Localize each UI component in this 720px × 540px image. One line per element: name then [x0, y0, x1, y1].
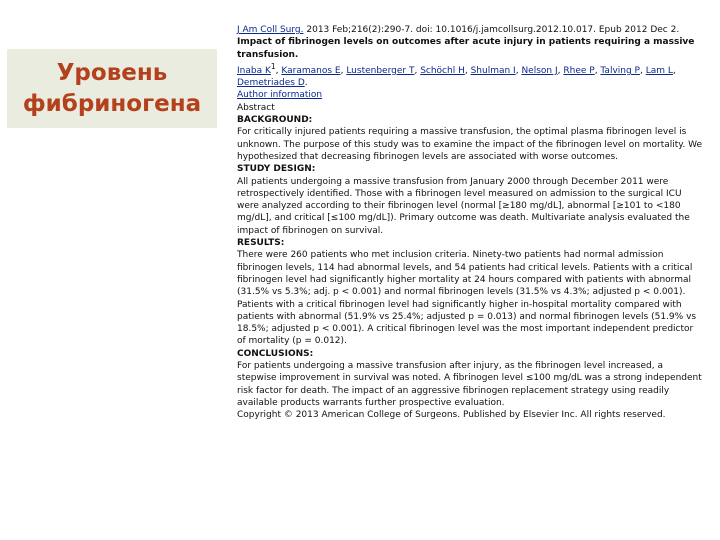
- author-link[interactable]: Shulman I: [470, 65, 516, 76]
- conclusions-heading: CONCLUSIONS:: [237, 348, 314, 359]
- slide-title-line-2: фибриногена: [22, 90, 202, 117]
- author-link[interactable]: Nelson J: [521, 65, 558, 76]
- author-info-link[interactable]: Author information: [237, 90, 323, 101]
- citation-line: [237, 24, 703, 36]
- conclusions-text: For patients undergoing a massive transfusion after injury, as the fibrinogen level increased, a stepwise improvement in survival was noted. A fibrinogen level ≤100 mg/dL was a strong independent risk factor for death. The impact of an aggressive fibrinogen replacement strategy using readily available products warrants further prospective evaluation.: [237, 361, 702, 408]
- citation-details: 2013 Feb;216(2):290-7. doi: 10.1016/j.jamcollsurg.2012.10.017. Epub 2012 Dec 2.: [303, 25, 680, 35]
- author-link[interactable]: Lam L: [645, 65, 673, 76]
- study-design-text: All patients undergoing a massive transfusion from January 2000 through December 2011 were retrospectively identified. Those with a fibrinogen level measured on admission to the surgical ICU were analyzed according to their fibrinogen level (normal [≥180 mg/dL], abnormal [≥101 to <180 mg/dL], and critical [≤100 mg/dL]). Primary outcome was death. Multivariate analysis evaluated the impact of fibrinogen on survival.: [237, 176, 690, 236]
- copyright-notice: Copyright © 2013 American College of Surgeons. Published by Elsevier Inc. All rights reserved.: [237, 410, 666, 421]
- author-link[interactable]: Schöchl H: [420, 65, 465, 76]
- background-text: For critically injured patients requiring a massive transfusion, the optimal plasma fibrinogen level is unknown. The purpose of this study was to examine the impact of the fibrinogen level on mortality. We hypothesized that decreasing fibrinogen levels are associated with worse outcomes.: [237, 127, 702, 162]
- author-link[interactable]: Karamanos E: [281, 65, 341, 76]
- author-link[interactable]: Lustenberger T: [346, 65, 415, 76]
- background-heading: BACKGROUND:: [237, 115, 313, 126]
- author-link[interactable]: Talving P: [600, 65, 640, 76]
- results-text: There were 260 patients who met inclusion criteria. Ninety-two patients had normal admission fibrinogen levels, 114 had abnormal levels, and 54 patients had critical levels. Patients with a critical fibrinogen level had significantly higher mortality at 24 hours compared with patients with abnormal (31.5% vs 5.3%; adj. p < 0.001) and normal fibrinogen levels (31.5% vs 4.3%; adjusted p < 0.001). Patients with a critical fibrinogen level had significantly higher in-hospital mortality compared with patients with abnormal (51.9% vs 25.4%; adjusted p = 0.013) and normal fibrinogen levels (51.9% vs 18.5%; adjusted p < 0.001). A critical fibrinogen level was the most important independent predictor of mortality (p = 0.012).: [237, 250, 697, 347]
- slide-title-line-1: Уровень: [56, 59, 168, 86]
- slide-title-box: [7, 49, 217, 128]
- author-info-row: [237, 89, 703, 101]
- author-list: Inaba $K^1$, Karamanos E, Lustenberger T, Schöchl H, Shulman I, Nelson J, Rhee P, Talving P, Lam L, Demetriades D.: [237, 61, 703, 90]
- journal-link[interactable]: J Am Coll Surg.: [237, 25, 304, 35]
- author-superscript: 1: [270, 61, 276, 71]
- abstract-panel: [237, 24, 703, 422]
- abstract-label: Abstract: [237, 102, 275, 113]
- article-title: Impact of fibrinogen levels on outcomes after acute injury in patients requiring a massive transfusion.: [237, 37, 695, 60]
- author-link[interactable]: Inaba K: [237, 65, 271, 76]
- author-link[interactable]: Demetriades D: [237, 78, 305, 89]
- results-heading: RESULTS:: [237, 238, 285, 249]
- author-link[interactable]: Rhee P: [563, 65, 595, 76]
- study-design-heading: STUDY DESIGN:: [237, 164, 316, 175]
